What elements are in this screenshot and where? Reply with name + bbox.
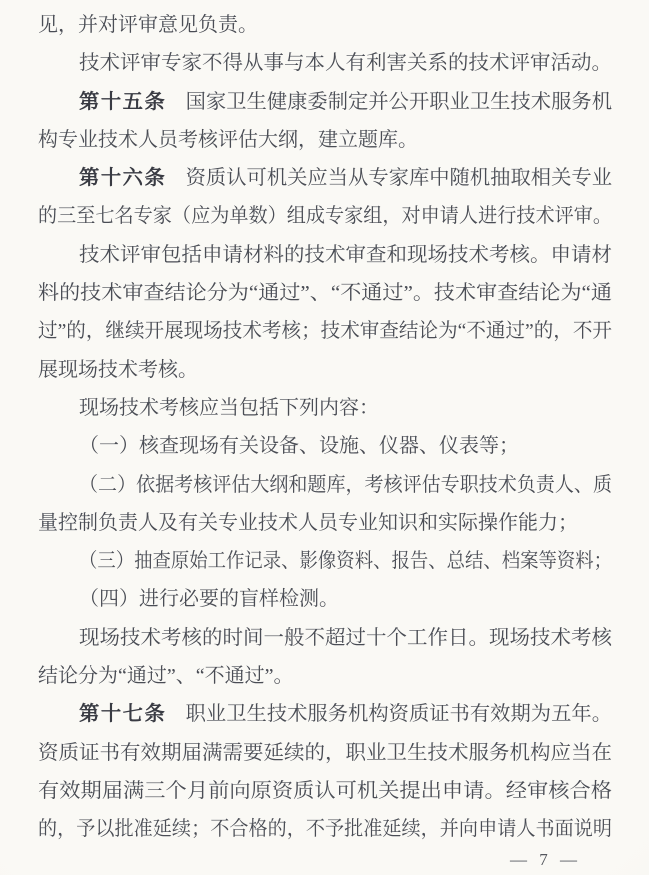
text-line xyxy=(38,580,612,618)
line-body: 技术评审包括申请材料的技术审查和现场技术考核。申请材 xyxy=(79,243,612,266)
line-text xyxy=(38,504,578,542)
line-text xyxy=(79,427,519,465)
text-line xyxy=(38,83,612,121)
line-text xyxy=(38,312,612,350)
text-line xyxy=(38,6,612,44)
text-line xyxy=(38,542,612,580)
line-body: 展现场技术考核。 xyxy=(38,358,198,381)
line-body: 料的技术审查结论分为“通过”、“不通过”。技术审查结论为“通 xyxy=(38,282,612,305)
article-number: 第十七条 xyxy=(79,703,167,726)
line-text xyxy=(38,810,612,848)
line-body: （三）抽查原始工作记录、影像资料、报告、总结、档案等资料； xyxy=(79,550,612,573)
line-text xyxy=(79,542,612,580)
line-body: 的三至七名专家（应为单数）组成专家组，对申请人进行技术评审。 xyxy=(38,205,612,228)
line-text xyxy=(38,197,612,235)
line-text xyxy=(38,6,258,44)
line-body: 过”的，继续开展现场技术考核；技术审查结论为“不通过”的，不开 xyxy=(38,320,612,343)
line-body: 构专业技术人员考核评估大纲，建立题库。 xyxy=(38,128,418,151)
text-line xyxy=(38,619,612,657)
line-text xyxy=(79,159,612,197)
line-body: 的，予以批准延续；不合格的，不予批准延续，并向申请人书面说明 xyxy=(38,818,612,841)
text-line xyxy=(38,772,612,810)
text-line xyxy=(38,274,612,312)
text-line xyxy=(38,197,612,235)
line-text xyxy=(38,121,418,159)
text-line xyxy=(38,695,612,733)
line-text xyxy=(79,695,612,733)
line-body: 资质证书有效期届满需要延续的，职业卫生技术服务机构应当在 xyxy=(38,741,612,764)
text-line xyxy=(38,734,612,772)
line-text xyxy=(38,772,612,810)
line-text xyxy=(38,274,612,312)
text-line xyxy=(38,159,612,197)
line-body: 现场技术考核的时间一般不超过十个工作日。现场技术考核 xyxy=(79,626,612,649)
text-line xyxy=(38,44,612,82)
text-line xyxy=(38,504,612,542)
line-body: （四）进行必要的盲样检测。 xyxy=(79,588,339,611)
line-text xyxy=(79,44,612,82)
text-line xyxy=(38,121,612,159)
line-body: 职业卫生技术服务机构资质证书有效期为五年。 xyxy=(185,703,612,726)
line-body: 结论分为“通过”、“不通过”。 xyxy=(38,665,294,688)
line-body: 见，并对评审意见负责。 xyxy=(38,14,258,36)
line-text xyxy=(79,619,612,657)
line-text xyxy=(38,734,612,772)
line-text xyxy=(79,580,339,618)
line-text xyxy=(38,351,198,389)
text-line xyxy=(38,236,612,274)
line-body: （二）依据考核评估大纲和题库，考核评估专职技术负责人、质 xyxy=(79,473,612,496)
line-text xyxy=(79,466,612,504)
text-line xyxy=(38,427,612,465)
text-line xyxy=(38,657,612,695)
line-body: 国家卫生健康委制定并公开职业卫生技术服务机 xyxy=(185,90,612,113)
line-text xyxy=(38,657,294,695)
text-line xyxy=(38,466,612,504)
article-number: 第十五条 xyxy=(79,90,167,113)
text-line xyxy=(38,312,612,350)
text-line xyxy=(38,351,612,389)
document-body xyxy=(38,6,612,849)
line-body: 有效期届满三个月前向原资质认可机关提出申请。经审核合格 xyxy=(38,779,612,802)
text-line xyxy=(38,810,612,848)
line-text xyxy=(79,389,379,427)
line-body: 量控制负责人及有关专业技术人员专业知识和实际操作能力； xyxy=(38,511,578,534)
line-body: 技术评审专家不得从事与本人有利害关系的技术评审活动。 xyxy=(79,52,612,75)
article-number: 第十六条 xyxy=(79,167,167,190)
line-body: （一）核查现场有关设备、设施、仪器、仪表等； xyxy=(79,435,519,458)
line-text xyxy=(79,83,612,121)
page-number: — 7 — xyxy=(510,850,581,869)
line-body: 现场技术考核应当包括下列内容： xyxy=(79,396,379,419)
text-line xyxy=(38,389,612,427)
line-text xyxy=(79,236,612,274)
line-body: 资质认可机关应当从专家库中随机抽取相关专业 xyxy=(185,167,612,190)
